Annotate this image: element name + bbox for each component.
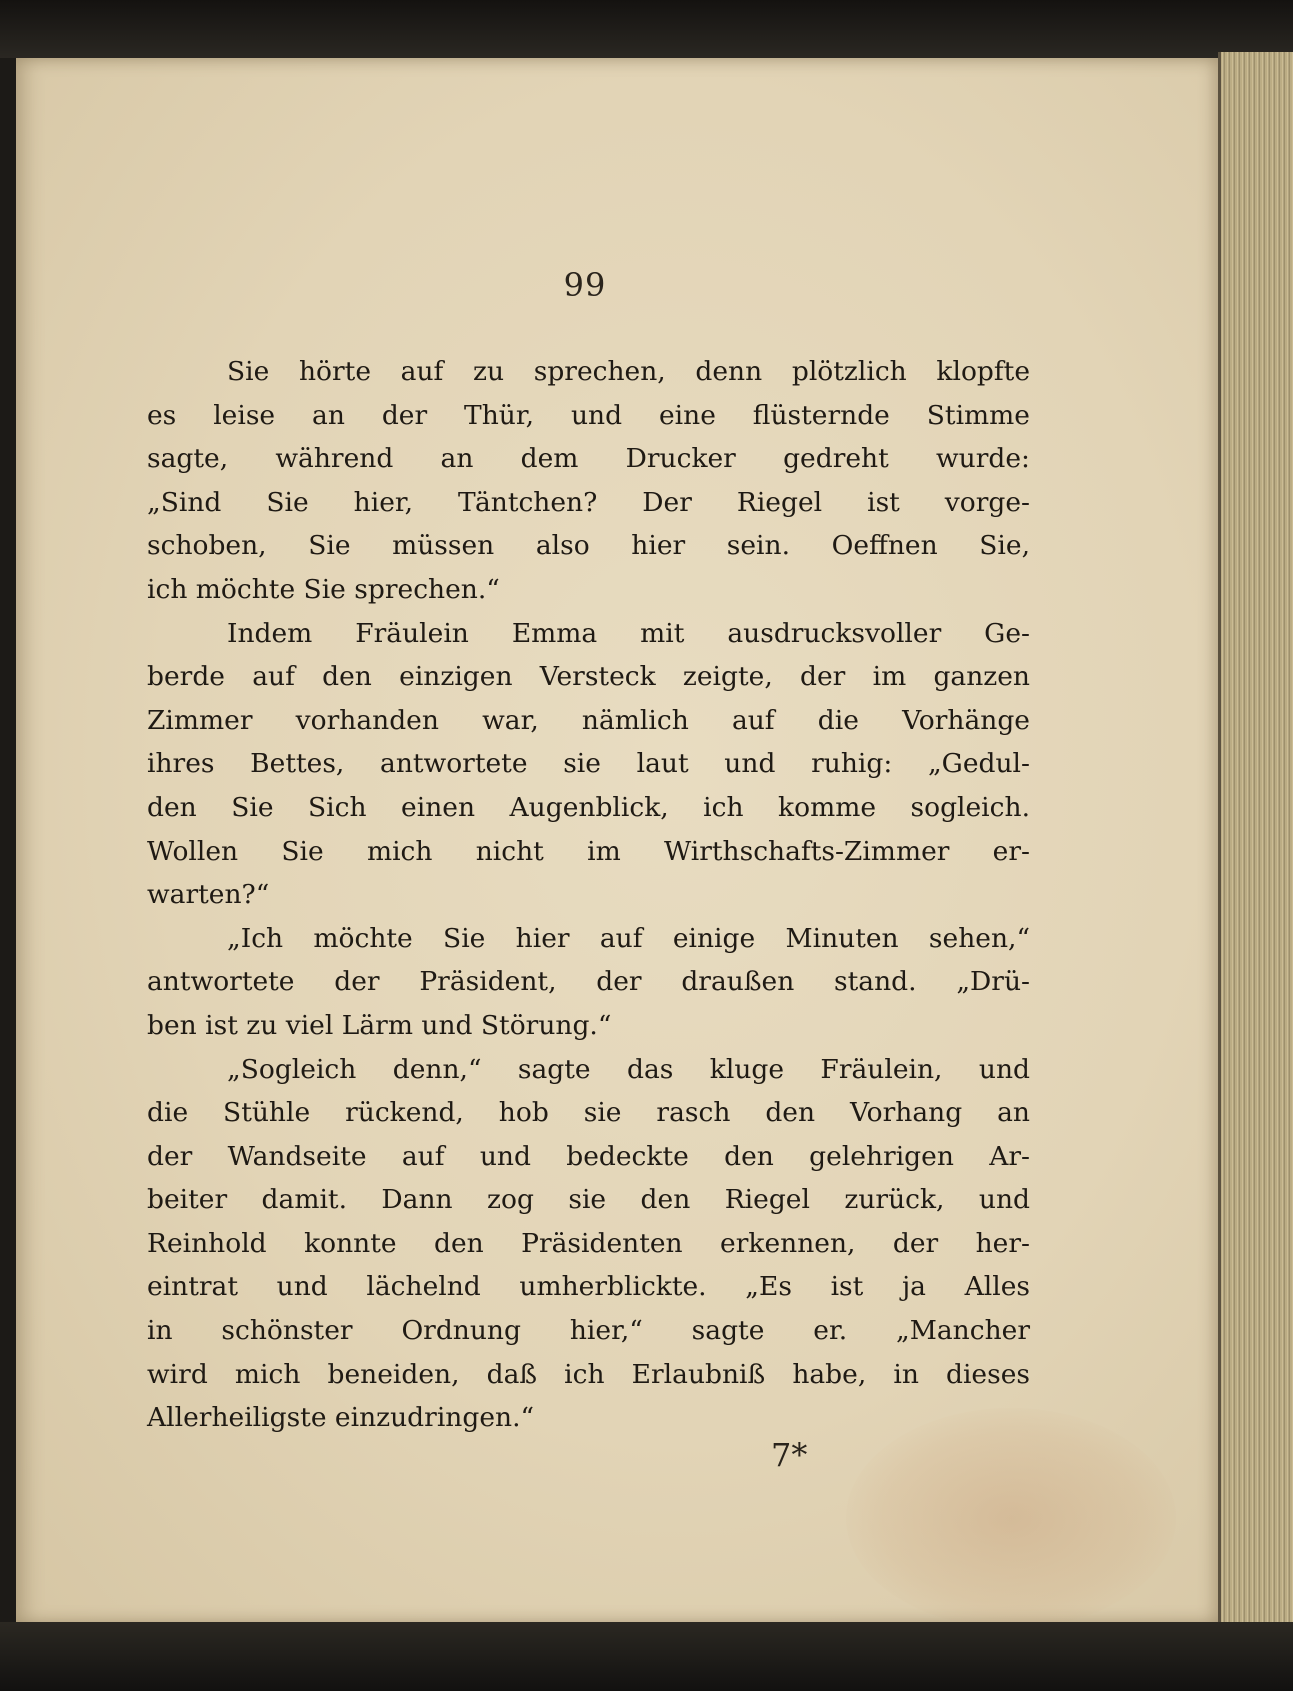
scan-top-border xyxy=(0,0,1293,58)
text-line: „Sind Sie hier, Täntchen? Der Riegel ist vorge- xyxy=(147,486,1030,518)
text-line: wird mich beneiden, daß ich Erlaubniß habe, in dieses xyxy=(147,1358,1030,1390)
book-page-edges xyxy=(1218,52,1293,1627)
signature-mark: 7* xyxy=(771,1436,808,1474)
text-line: beiter damit. Dann zog sie den Riegel zurück, und xyxy=(147,1184,1030,1216)
text-line: in schönster Ordnung hier,“ sagte er. „Mancher xyxy=(147,1315,1030,1347)
text-line: Indem Fräulein Emma mit ausdrucksvoller Ge- xyxy=(227,617,1030,649)
text-line: warten?“ xyxy=(147,879,270,911)
text-line: den Sie Sich einen Augenblick, ich komme sogleich. xyxy=(147,791,1030,823)
text-line: berde auf den einzigen Versteck zeigte, der im ganzen xyxy=(147,661,1030,693)
text-line: antwortete der Präsident, der draußen stand. „Drü- xyxy=(147,966,1030,998)
text-line: Sie hörte auf zu sprechen, denn plötzlich klopfte xyxy=(227,356,1030,387)
book-page xyxy=(16,58,1218,1624)
text-line: schoben, Sie müssen also hier sein. Oeffnen Sie, xyxy=(147,530,1030,562)
text-line: sagte, während an dem Drucker gedreht wurde: xyxy=(147,443,1030,475)
text-line: „Ich möchte Sie hier auf einige Minuten sehen,“ xyxy=(227,922,1030,954)
body-text xyxy=(147,350,1030,1440)
text-line: Allerheiligste einzudringen.“ xyxy=(147,1402,535,1434)
text-line: es leise an der Thür, und eine flüsternde Stimme xyxy=(147,399,1030,431)
text-line: Zimmer vorhanden war, nämlich auf die Vorhänge xyxy=(147,704,1030,736)
text-line: eintrat und lächelnd umherblickte. „Es ist ja Alles xyxy=(147,1271,1030,1303)
text-line: die Stühle rückend, hob sie rasch den Vorhang an xyxy=(147,1097,1030,1129)
paper-stain xyxy=(846,1408,1176,1628)
text-line: ben ist zu viel Lärm und Störung.“ xyxy=(147,1009,612,1041)
text-line: ihres Bettes, antwortete sie laut und ruhig: „Gedul- xyxy=(147,748,1030,780)
text-line: Wollen Sie mich nicht im Wirthschafts-Zimmer er- xyxy=(147,835,1030,867)
scan-bottom-border xyxy=(0,1622,1293,1691)
text-line: Reinhold konnte den Präsidenten erkennen, der her- xyxy=(147,1227,1030,1259)
text-line: ich möchte Sie sprechen.“ xyxy=(147,573,500,605)
page-number: 99 xyxy=(563,266,607,304)
text-line: „Sogleich denn,“ sagte das kluge Fräulein, und xyxy=(227,1053,1030,1085)
text-line: der Wandseite auf und bedeckte den gelehrigen Ar- xyxy=(147,1140,1030,1172)
